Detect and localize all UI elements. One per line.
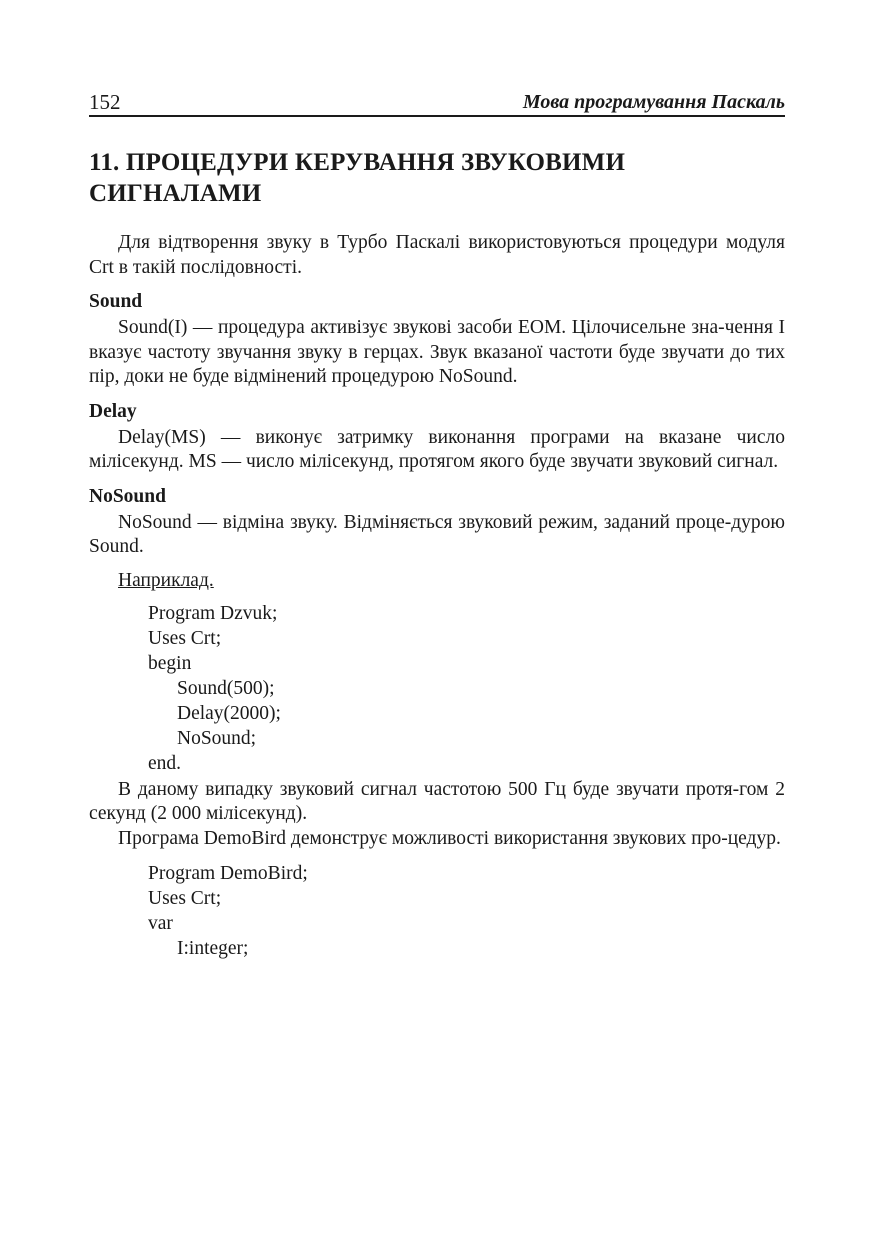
- code-line: I:integer;: [177, 938, 249, 959]
- code-line: end.: [148, 752, 182, 774]
- code-block-dzvuk: [89, 601, 785, 776]
- code-line: Uses Crt;: [148, 888, 222, 909]
- section-text-sound: Sound(I) — процедура активізує звукові засоби ЕОМ. Цілочисельне зна-чення I вказує частоту звучання звуку в герцах. Звук вказаної частоти буде звучати до тих пір, доки не буде відмінений процедурою NoSound.: [89, 317, 785, 387]
- after-code-paragraph: В даному випадку звуковий сигнал частотою 500 Гц буде звучати протя-гом 2 секунд (2 000 мілісекунд).: [89, 778, 785, 824]
- section-text-delay: Delay(MS) — виконує затримку виконання програми на вказане число мілісекунд. MS — число мілісекунд, протягом якого буде звучати звуковий сигнал.: [89, 426, 785, 472]
- running-header: [89, 84, 785, 117]
- book-title: Мова програмування Паскаль: [522, 91, 785, 113]
- demo-intro-paragraph: Програма DemoBird демонструє можливості використання звукових про-цедур.: [118, 827, 781, 849]
- page-number: 152: [89, 90, 121, 114]
- chapter-title: 11. ПРОЦЕДУРИ КЕРУВАННЯ ЗВУКОВИМИ СИГНАЛАМИ: [89, 149, 626, 207]
- code-line: Sound(500);: [177, 677, 275, 699]
- section-text-nosound: NoSound — відміна звуку. Відміняється звуковий режим, заданий проце-дурою Sound.: [89, 511, 785, 557]
- code-line: NoSound;: [177, 727, 257, 749]
- code-line: begin: [148, 652, 192, 674]
- code-line: Program Dzvuk;: [148, 602, 278, 624]
- code-line: var: [148, 913, 173, 934]
- section-heading-nosound: NoSound: [89, 485, 166, 507]
- intro-paragraph: Для відтворення звуку в Турбо Паскалі використовуються процедури модуля Crt в такій послідовності.: [89, 232, 785, 278]
- code-line: Program DemoBird;: [148, 863, 308, 884]
- code-line: Uses Crt;: [148, 627, 222, 649]
- book-page: [89, 84, 785, 963]
- section-heading-delay: Delay: [89, 400, 137, 422]
- section-heading-sound: Sound: [89, 291, 143, 312]
- example-label: Наприклад.: [118, 569, 214, 591]
- code-block-demobird: [89, 861, 785, 961]
- code-line: Delay(2000);: [177, 702, 281, 724]
